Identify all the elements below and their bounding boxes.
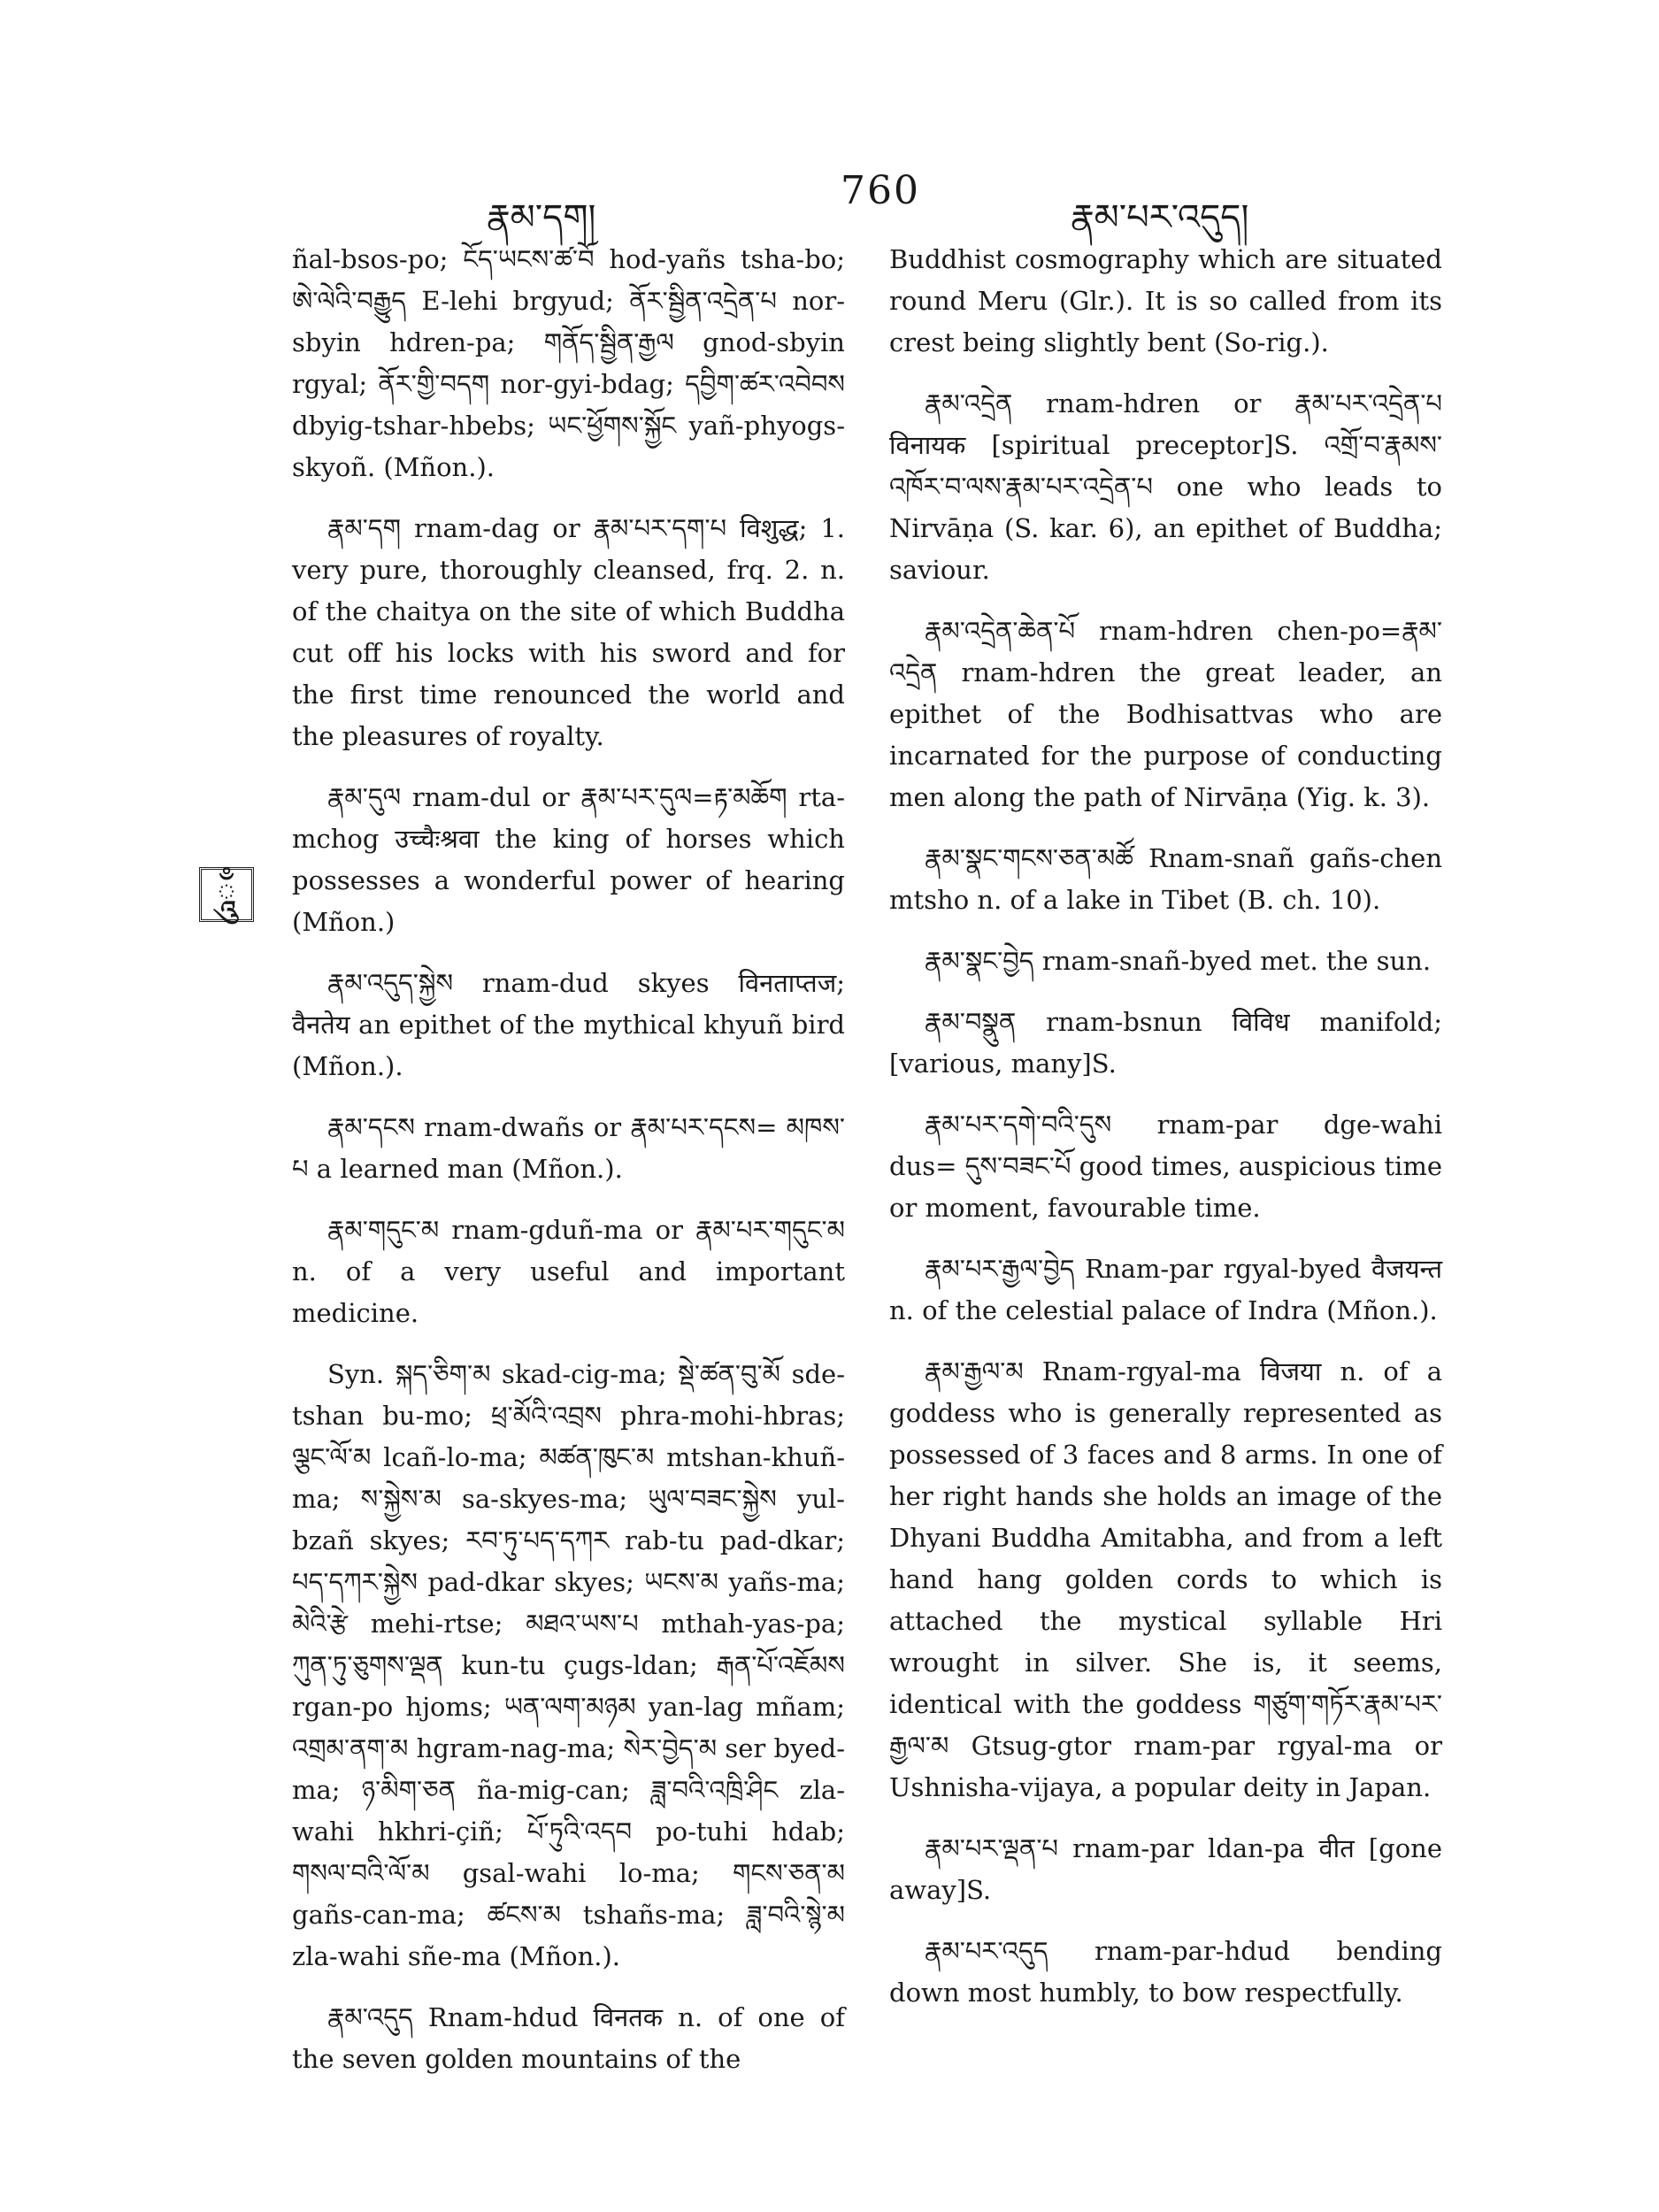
dictionary-entry: རྣམ་བསྣུན rnam-bsnun विविध manifold; [various, many]S.	[889, 1007, 1442, 1079]
dictionary-entry: རྣམ་པར་དགེ་བའི་དུས rnam-par dge-wahi dus= དུས་བཟང་པོ good times, auspicious time or moment, favourable time.	[889, 1110, 1442, 1223]
dictionary-entry: རྣམ་གདུང་མ rnam-gduñ-ma or རྣམ་པར་གདུང་མ n. of a very useful and important medicine.	[292, 1215, 845, 1328]
dictionary-entry: ñal-bsos-po; ངོད་ཡངས་ཚ་བོ hod-yañs tsha-bo; ཨེ་ལེའི་བརྒྱུད E-lehi brgyud; ནོར་སྦྱིན་འདྲེན་པ nor-sbyin hdren-pa; གནོད་སྦྱིན་རྒྱལ gnod-sbyin rgyal; ནོར་གྱི་བདག nor-gyi-bdag; དབྱིག་ཚར་འབེབས dbyig-tshar-hbebs; ཡང་ཕྱོགས་སྐྱོང yañ-phyogs-skyoñ. (Mñon.).	[292, 244, 845, 482]
dictionary-entry: རྣམ་དུལ rnam-dul or རྣམ་པར་དུལ=རྟ་མཆོག rta-mchog उच्चैःश्रवा the king of horses which possesses a wonderful power of hearing (Mñon.)	[292, 782, 845, 937]
dictionary-entry: རྣམ་སྣང་གངས་ཅན་མཚོ Rnam-snañ gañs-chen mtsho n. of a lake in Tibet (B. ch. 10).	[889, 843, 1442, 915]
dictionary-entry: རྣམ་པར་རྒྱལ་བྱེད Rnam-par rgyal-byed वैजयन्त n. of the celestial palace of Indra (Mñon.).	[889, 1254, 1442, 1325]
header-left-word: རྣམ་དག།	[487, 197, 596, 238]
header-right-word: རྣམ་པར་འདུད།	[1071, 197, 1249, 238]
dictionary-entry: Buddhist cosmography which are situated round Meru (Glr.). It is so called from its crest being slightly bent (So-rig.).	[889, 244, 1442, 357]
dictionary-entry: རྣམ་སྣང་བྱེད rnam-snañ-byed met. the sun.	[925, 946, 1432, 976]
page-number: 760	[841, 168, 920, 213]
margin-symbol: ཱུྃ	[199, 867, 254, 922]
dictionary-entry: རྣམ་འདུད་སྐྱེས rnam-dud skyes विनताप्तज; वैनतेय an epithet of the mythical khyuñ bird (Mñon.).	[292, 968, 845, 1081]
dictionary-entry: རྣམ་པར་ལྡན་པ rnam-par ldan-pa वीत [gone away]S.	[889, 1833, 1442, 1905]
dictionary-entry: རྣམ་འདུད Rnam-hdud विनतक n. of one of the seven golden mountains of the	[292, 2002, 845, 2074]
dictionary-entry: རྣམ་འདྲེན rnam-hdren or རྣམ་པར་འདྲེན་པ विनायक [spiritual preceptor]S. འགྲོ་བ་རྣམས་འཁོར་བ་ལས་རྣམ་པར་འདྲེན་པ one who leads to Nirvāṇa (S. kar. 6), an epithet of Buddha; saviour.	[889, 388, 1442, 585]
right-column	[889, 239, 1442, 2033]
dictionary-entry: རྣམ་འདྲེན་ཆེན་པོ rnam-hdren chen-po=རྣམ་འདྲེན rnam-hdren the great leader, an epithet of the Bodhisattvas who are incarnated for the purpose of conducting men along the path of Nirvāṇa (Yig. k. 3).	[889, 616, 1442, 812]
dictionary-entry: རྣམ་པར་འདུད rnam-par-hdud bending down most humbly, to bow respectfully.	[889, 1936, 1442, 2008]
dictionary-entry: རྣམ་དག rnam-dag or རྣམ་པར་དག་པ विशुद्ध; 1. very pure, thoroughly cleansed, frq. 2. n. of the chaitya on the site of which Buddha cut off his locks with his sword and for the first time renounced the world and the pleasures of royalty.	[292, 513, 845, 751]
left-column	[292, 239, 845, 2100]
dictionary-entry: རྣམ་དངས rnam-dwañs or རྣམ་པར་དངས= མཁས་པ a learned man (Mñon.).	[292, 1112, 845, 1184]
page-header	[292, 168, 1442, 238]
dictionary-entry: Syn. སྐད་ཅིག་མ skad-cig-ma; སྡེ་ཚན་བུ་མོ sde-tshan bu-mo; ཕྲ་མོའི་འབྲས phra-mohi-hbras; ལྕང་ལོ་མ lcañ-lo-ma; མཚན་ཁུང་མ mtshan-khuñ-ma; ས་སྐྱེས་མ sa-skyes-ma; ཡུལ་བཟང་སྐྱེས yul-bzañ skyes; རབ་ཏུ་པད་དཀར rab-tu pad-dkar; པད་དཀར་སྐྱེས pad-dkar skyes; ཡངས་མ yañs-ma; མེའི་རྩེ mehi-rtse; མཐའ་ཡས་པ mthah-yas-pa; ཀུན་ཏུ་ཅུགས་ལྡན kun-tu çugs-ldan; རྒན་པོ་འཇོམས rgan-po hjoms; ཡན་ལག་མཉམ yan-lag mñam; འགྲམ་ནག་མ hgram-nag-ma; སེར་བྱེད་མ ser byed-ma; ཉ་མིག་ཅན ña-mig-can; ཟླ་བའི་འཁྲི་ཤིང zla-wahi hkhri-çiñ; པོ་ཏུའི་འདབ po-tuhi hdab; གསལ་བའི་ལོ་མ gsal-wahi lo-ma; གངས་ཅན་མ gañs-can-ma; ཚངས་མ tshañs-ma; ཟླ་བའི་སྙེ་མ zla-wahi sñe-ma (Mñon.).	[292, 1359, 845, 1971]
dictionary-entry: རྣམ་རྒྱལ་མ Rnam-rgyal-ma विजया n. of a goddess who is generally represented as possessed of 3 faces and 8 arms. In one of her right hands she holds an image of the Dhyani Buddha Amitabha, and from a left hand hang golden cords to which is attached the mystical syllable Hri wrought in silver. She is, it seems, identical with the goddess གཙུག་གཏོར་རྣམ་པར་རྒྱལ་མ Gtsug-gtor rnam-par rgyal-ma or Ushnisha-vijaya, a popular deity in Japan.	[889, 1356, 1442, 1802]
